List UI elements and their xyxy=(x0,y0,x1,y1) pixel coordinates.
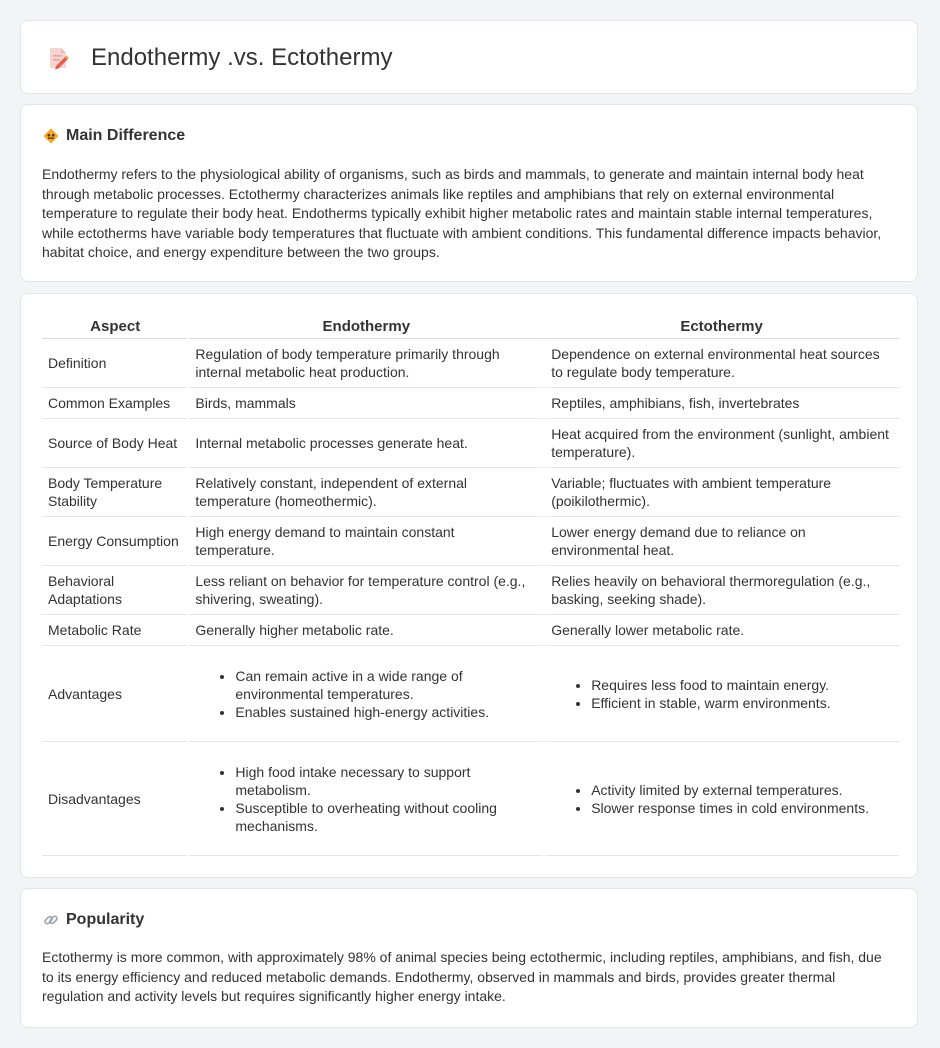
header-endothermy: Endothermy xyxy=(188,316,544,339)
comparison-table xyxy=(42,316,899,856)
endothermy-disadvantages-list xyxy=(195,763,537,835)
row-ectothermy xyxy=(544,742,899,856)
document-edit-icon xyxy=(45,45,71,71)
list-item: • Enables sustained high-energy activities. xyxy=(235,703,537,721)
comparison-table-card xyxy=(20,293,918,878)
row-endothermy: Birds, mammals xyxy=(188,388,544,419)
list-item: • Slower response times in cold environments. xyxy=(591,799,893,817)
diamond-icon xyxy=(43,128,59,144)
popularity-card xyxy=(20,888,918,1028)
list-item: • High food intake necessary to support metabolism. xyxy=(235,763,537,799)
table-row xyxy=(42,388,899,419)
row-ectothermy: Variable; fluctuates with ambient temperature (poikilothermic). xyxy=(544,468,899,517)
popularity-heading xyxy=(43,911,144,929)
link-icon xyxy=(43,912,59,928)
row-endothermy: Relatively constant, independent of external temperature (homeothermic). xyxy=(188,468,544,517)
row-aspect: Disadvantages xyxy=(42,742,188,856)
page-title: Endothermy .vs. Ectothermy xyxy=(91,44,393,71)
row-ectothermy: Lower energy demand due to reliance on environmental heat. xyxy=(544,517,899,566)
header-aspect: Aspect xyxy=(42,316,188,339)
row-ectothermy xyxy=(544,646,899,742)
table-row xyxy=(42,517,899,566)
table-header-row xyxy=(42,316,899,339)
ectothermy-disadvantages-list xyxy=(551,781,893,817)
row-ectothermy: Dependence on external environmental heat sources to regulate body temperature. xyxy=(544,339,899,388)
table-row-advantages xyxy=(42,646,899,742)
list-item: • Efficient in stable, warm environments. xyxy=(591,694,893,712)
title-row xyxy=(45,21,392,95)
table-row xyxy=(42,339,899,388)
row-aspect: Behavioral Adaptations xyxy=(42,566,188,615)
row-ectothermy: Reptiles, amphibians, fish, invertebrates xyxy=(544,388,899,419)
row-endothermy xyxy=(188,742,544,856)
row-aspect: Definition xyxy=(42,339,188,388)
list-item: • Susceptible to overheating without cooling mechanisms. xyxy=(235,799,537,835)
row-aspect: Common Examples xyxy=(42,388,188,419)
row-aspect: Metabolic Rate xyxy=(42,615,188,646)
list-item: • Can remain active in a wide range of environmental temperatures. xyxy=(235,667,537,703)
row-aspect: Energy Consumption xyxy=(42,517,188,566)
popularity-title: Popularity xyxy=(66,911,145,928)
endothermy-advantages-list xyxy=(195,667,537,721)
table-row xyxy=(42,468,899,517)
row-ectothermy: Relies heavily on behavioral thermoregulation (e.g., basking, seeking shade). xyxy=(544,566,899,615)
table-row xyxy=(42,419,899,468)
row-endothermy xyxy=(188,646,544,742)
row-endothermy: Internal metabolic processes generate heat. xyxy=(188,419,544,468)
header-card xyxy=(20,20,918,94)
main-difference-heading xyxy=(43,127,185,145)
popularity-text: Ectothermy is more common, with approximately 98% of animal species being ectothermic, including reptiles, amphibians, and fish, due to its energy efficiency and reduced metabolic demands. Endothermy, observed in mammals and birds, provides greater thermal regulation and activity levels but requires significantly higher energy intake. xyxy=(42,949,882,1004)
row-endothermy: High energy demand to maintain constant temperature. xyxy=(188,517,544,566)
main-difference-text: Endothermy refers to the physiological ability of organisms, such as birds and mammals, to generate and maintain internal body heat through metabolic processes. Ectothermy characterizes animals like reptiles and amphibians that rely on external environmental temperature to regulate their body heat. Endotherms typically exhibit higher metabolic rates and maintain stable internal temperatures, while ectotherms have variable body temperatures that fluctuate with ambient conditions. This fundamental difference impacts behavior, habitat choice, and energy expenditure between the two groups. xyxy=(42,166,882,260)
row-aspect: Source of Body Heat xyxy=(42,419,188,468)
list-item: • Activity limited by external temperatures. xyxy=(591,781,893,799)
main-difference-title: Main Difference xyxy=(66,127,186,144)
table-row xyxy=(42,615,899,646)
main-difference-card xyxy=(20,104,918,282)
table-row xyxy=(42,566,899,615)
row-ectothermy: Generally lower metabolic rate. xyxy=(544,615,899,646)
row-ectothermy: Heat acquired from the environment (sunlight, ambient temperature). xyxy=(544,419,899,468)
table-row-disadvantages xyxy=(42,742,899,856)
list-item: • Requires less food to maintain energy. xyxy=(591,676,893,694)
row-endothermy: Less reliant on behavior for temperature control (e.g., shivering, sweating). xyxy=(188,566,544,615)
row-aspect: Body Temperature Stability xyxy=(42,468,188,517)
ectothermy-advantages-list xyxy=(551,676,893,712)
row-endothermy: Generally higher metabolic rate. xyxy=(188,615,544,646)
row-aspect: Advantages xyxy=(42,646,188,742)
header-ectothermy: Ectothermy xyxy=(544,316,899,339)
row-endothermy: Regulation of body temperature primarily through internal metabolic heat production. xyxy=(188,339,544,388)
